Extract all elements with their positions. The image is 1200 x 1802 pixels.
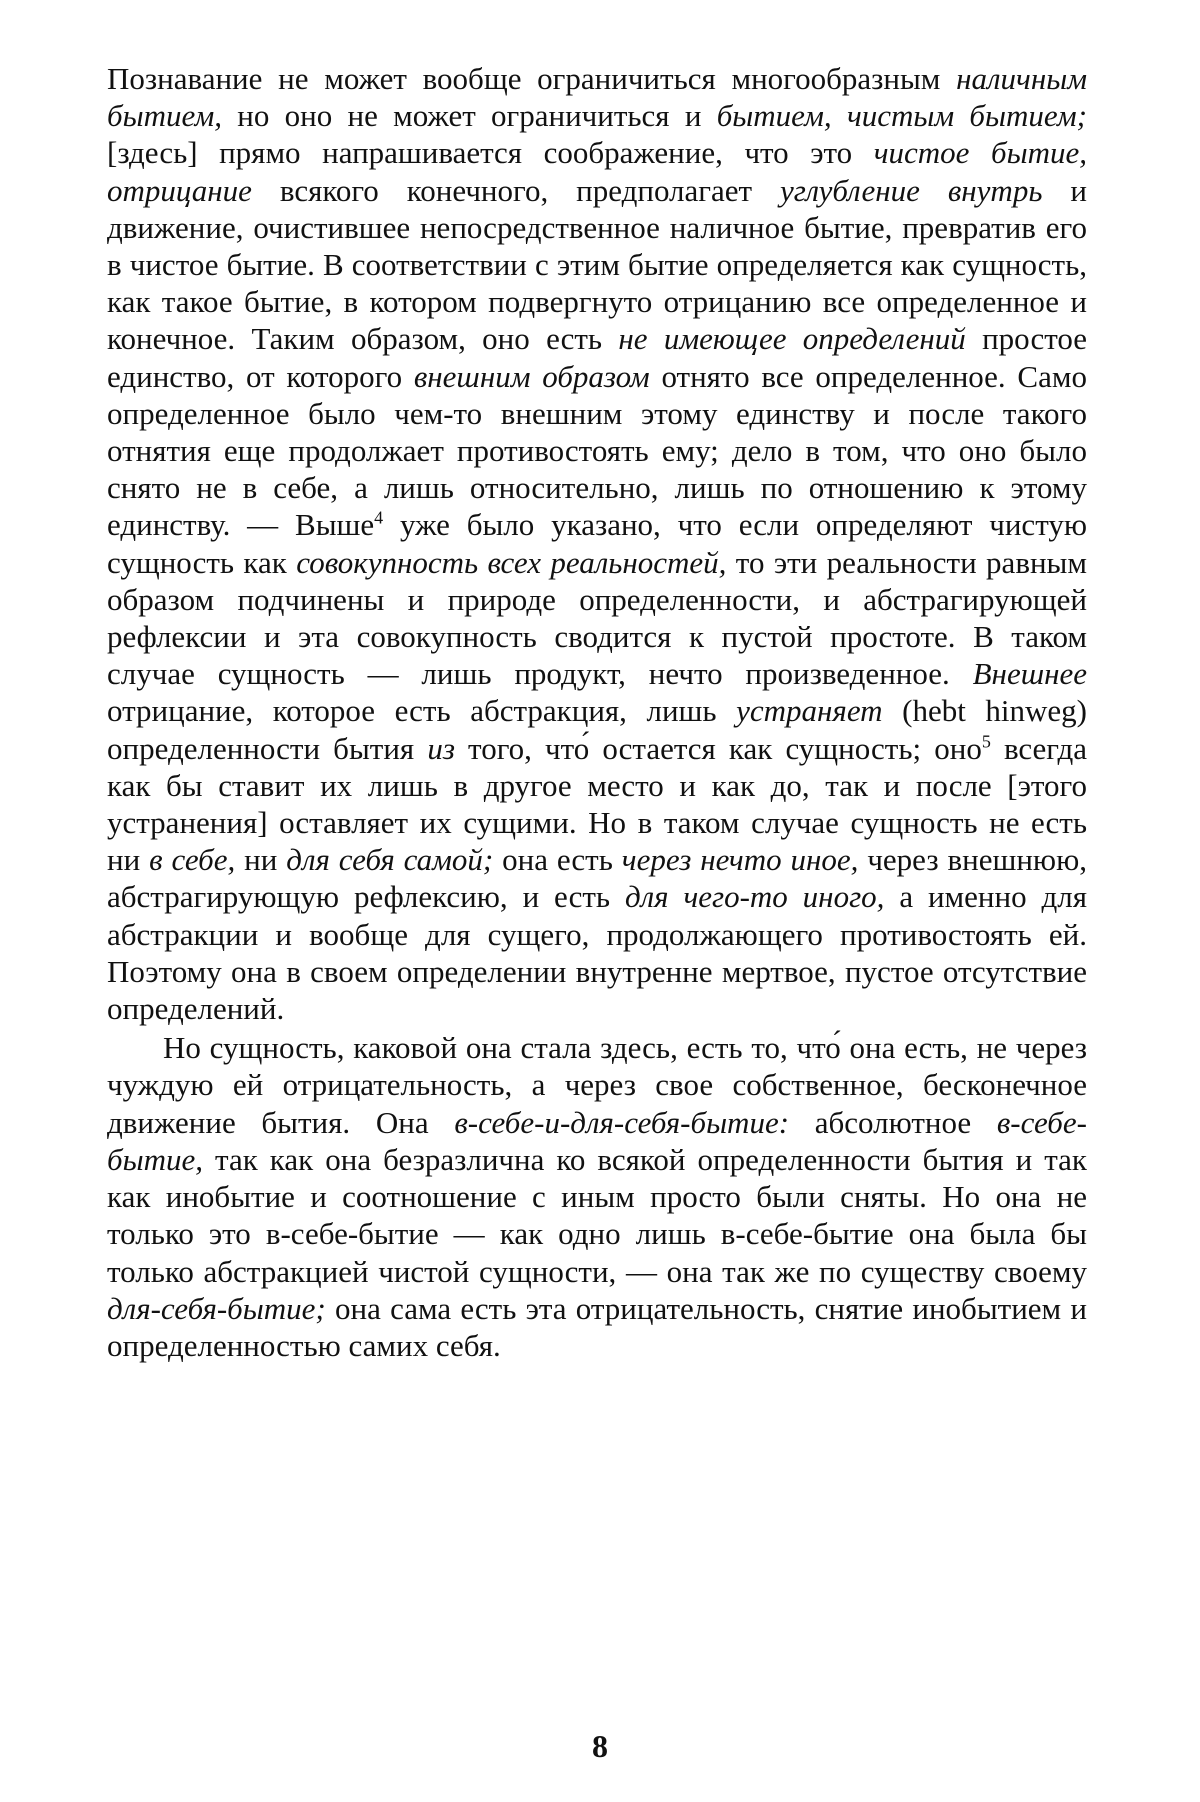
emphasis-text: не имеющее определений bbox=[618, 321, 966, 357]
emphasis-text: для себя самой; bbox=[286, 842, 494, 878]
emphasis-text: в себе, bbox=[149, 842, 236, 878]
text-run: простое единство, от которого bbox=[107, 321, 1087, 394]
text-run: всегда как бы ставит их лишь в другое место и как до, так и после [этого устранения] оставляет их сущими. Но в таком случае сущность не есть ни bbox=[107, 730, 1088, 878]
emphasis-text: внешним образом bbox=[413, 358, 650, 394]
emphasis-text: углубление внутрь bbox=[780, 172, 1043, 208]
emphasis-text: совокупность всех реальностей, bbox=[296, 544, 727, 580]
text-run: того, что́ остается как сущность; оно bbox=[454, 730, 982, 766]
text-run: но оно не может ограничиться и bbox=[222, 98, 717, 134]
text-run: и движение, очистившее непосредственное наличное бытие, превратив его в чистое бытие. В соответствии с этим бытие определяется как сущность, как такое бытие, в котором подвергнуто отрицанию все определенное и конечное. Таким образом, оно есть bbox=[107, 172, 1087, 357]
emphasis-text: в-себе-и-для-себя-бытие: bbox=[454, 1104, 790, 1140]
emphasis-text: для чего-то иного, bbox=[624, 879, 885, 915]
text-run: отрицание, которое есть абстракция, лишь bbox=[107, 693, 737, 729]
text-run: Но сущность, каковой она стала здесь, есть то, что́ она есть, не через чуждую ей отрицательность, а через свое собственное, бесконечное движение бытия. Она bbox=[107, 1030, 1087, 1140]
paragraph-1 bbox=[107, 60, 1087, 1027]
paragraph-2 bbox=[107, 1029, 1087, 1364]
text-run: а именно для абстракции и вообще для сущего, продолжающего противостоять ей. Поэтому она в своем определении внутренне мертвое, пустое отсутствие определений. bbox=[107, 879, 1088, 1027]
text-run: через внешнюю, абстрагирующую рефлексию, и есть bbox=[107, 842, 1087, 915]
text-run: [здесь] прямо напрашивается соображение, что это bbox=[107, 135, 874, 171]
text-run: ни bbox=[235, 842, 287, 878]
emphasis-text: Внешнее bbox=[972, 656, 1087, 692]
emphasis-text: наличным бытием, bbox=[107, 61, 1087, 134]
page-number: 8 bbox=[592, 1728, 608, 1764]
text-run: Познавание не может вообще ограничиться многообразным bbox=[107, 61, 957, 96]
emphasis-text: бытием, чистым бытием; bbox=[716, 98, 1087, 134]
text-run: абсолютное bbox=[789, 1104, 997, 1140]
emphasis-text: из bbox=[427, 730, 455, 766]
emphasis-text: через нечто иное, bbox=[621, 842, 859, 878]
footnote-ref: 4 bbox=[374, 508, 384, 529]
page-body bbox=[107, 60, 1087, 1364]
emphasis-text: чистое бытие, отрицание bbox=[107, 135, 1087, 208]
text-run: то эти реальности равным образом подчинены и природе определенности, и абстрагирующей рефлексии и эта совокупность сводится к пустой простоте. В таком случае сущность — лишь продукт, нечто произведенное. bbox=[107, 544, 1087, 692]
emphasis-text: устраняет bbox=[736, 693, 883, 729]
text-run: уже было указано, что если определяют чистую сущность как bbox=[107, 507, 1087, 580]
text-run: так как она безразлична ко всякой определенности бытия и так как инобытие и соотношение с иным просто были сняты. Но она не только это в-себе-бытие — как одно лишь в-себе-бытие она была бы только абстракцией чистой сущности, — она так же по существу своему bbox=[107, 1141, 1087, 1289]
emphasis-text: для-себя-бытие; bbox=[107, 1290, 326, 1326]
text-run: всякого конечного, предполагает bbox=[251, 172, 781, 208]
footnote-ref: 5 bbox=[981, 731, 991, 752]
text-run: (hebt hinweg) определенности бытия bbox=[107, 693, 1087, 766]
emphasis-text: в-себе-бытие, bbox=[107, 1104, 1087, 1177]
text-run: отнято все определенное. Само определенное было чем-то внешним этому единству и после такого отнятия еще продолжает противостоять ему; дело в том, что оно было снято не в себе, а лишь относительно, лишь по отношению к этому единству. — Выше bbox=[107, 358, 1087, 543]
text-run: она сама есть эта отрицательность, снятие инобытием и определенностью самих себя. bbox=[107, 1290, 1087, 1363]
text-run: она есть bbox=[493, 842, 622, 878]
